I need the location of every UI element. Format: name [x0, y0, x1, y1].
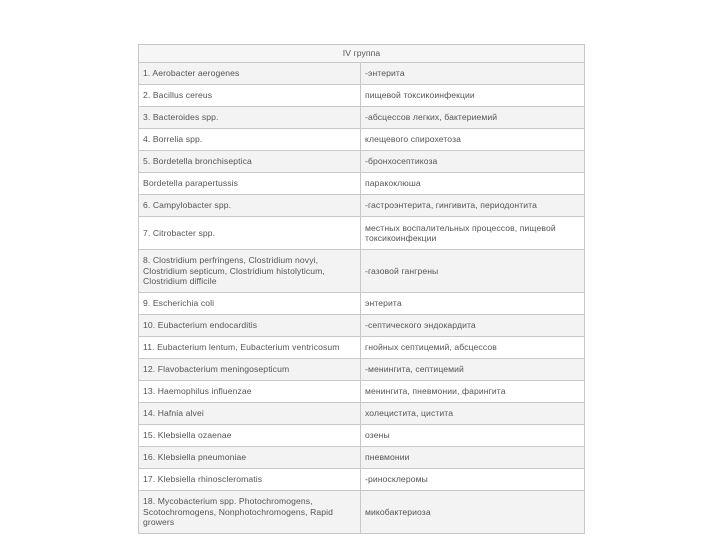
disease-cell: -септического эндокардита: [361, 315, 585, 337]
disease-cell: -менингита, септицемий: [361, 359, 585, 381]
disease-cell: -гастроэнтерита, гингивита, периодонтита: [361, 195, 585, 217]
disease-cell: местных воспалительных процессов, пищевой токсикоинфекции: [361, 217, 585, 250]
disease-cell: менингита, пневмонии, фарингита: [361, 381, 585, 403]
table-row: [139, 107, 585, 129]
organism-cell: 3. Bacteroides spp.: [139, 107, 361, 129]
disease-cell: -энтерита: [361, 63, 585, 85]
organism-cell: 1. Aerobacter aerogenes: [139, 63, 361, 85]
disease-cell: клещевого спирохетоза: [361, 129, 585, 151]
disease-cell: пищевой токсикоинфекции: [361, 85, 585, 107]
organism-cell: 12. Flavobacterium meningosepticum: [139, 359, 361, 381]
organism-cell: Bordetella parapertussis: [139, 173, 361, 195]
organism-cell: 9. Escherichia coli: [139, 293, 361, 315]
organism-cell: 2. Bacillus cereus: [139, 85, 361, 107]
table-row: [139, 381, 585, 403]
table-row: [139, 151, 585, 173]
disease-cell: -бронхосептикоза: [361, 151, 585, 173]
disease-cell: -газовой гангрены: [361, 250, 585, 293]
disease-cell: -риносклеромы: [361, 469, 585, 491]
table-row: [139, 85, 585, 107]
disease-cell: -абсцессов легких, бактериемий: [361, 107, 585, 129]
organism-cell: 8. Clostridium perfringens, Clostridium novyi, Clostridium septicum, Clostridium histolyticum, Clostridium difficile: [139, 250, 361, 293]
table-header: IV группа: [139, 45, 585, 63]
disease-cell: холецистита, цистита: [361, 403, 585, 425]
table-row: [139, 425, 585, 447]
organism-cell: 7. Citrobacter spp.: [139, 217, 361, 250]
organism-cell: 6. Campylobacter spp.: [139, 195, 361, 217]
organism-cell: 4. Borrelia spp.: [139, 129, 361, 151]
organism-cell: 14. Hafnia alvei: [139, 403, 361, 425]
table-row: [139, 250, 585, 293]
disease-cell: пневмонии: [361, 447, 585, 469]
table-row: [139, 447, 585, 469]
table-row: [139, 403, 585, 425]
table-row: [139, 217, 585, 250]
organism-cell: 18. Mycobacterium spp. Photochromogens, Scotochromogens, Nonphotochromogens, Rapid growers: [139, 491, 361, 534]
table-row: [139, 337, 585, 359]
table-row: [139, 469, 585, 491]
organism-cell: 10. Eubacterium endocarditis: [139, 315, 361, 337]
disease-cell: гнойных септицемий, абсцессов: [361, 337, 585, 359]
disease-cell: энтерита: [361, 293, 585, 315]
table-row: [139, 63, 585, 85]
disease-cell: паракоклюша: [361, 173, 585, 195]
organism-cell: 5. Bordetella bronchiseptica: [139, 151, 361, 173]
table-row: [139, 491, 585, 534]
organism-cell: 17. Klebsiella rhinoscleromatis: [139, 469, 361, 491]
organism-cell: 11. Eubacterium lentum, Eubacterium ventricosum: [139, 337, 361, 359]
disease-cell: микобактериоза: [361, 491, 585, 534]
organism-cell: 16. Klebsiella pneumoniae: [139, 447, 361, 469]
table-row: [139, 195, 585, 217]
table-row: [139, 315, 585, 337]
table-row: [139, 293, 585, 315]
table-row: [139, 173, 585, 195]
table-row: [139, 359, 585, 381]
bacteria-disease-table: [138, 44, 585, 534]
organism-cell: 13. Haemophilus influenzae: [139, 381, 361, 403]
organism-cell: 15. Klebsiella ozaenae: [139, 425, 361, 447]
table-row: [139, 129, 585, 151]
disease-cell: озены: [361, 425, 585, 447]
